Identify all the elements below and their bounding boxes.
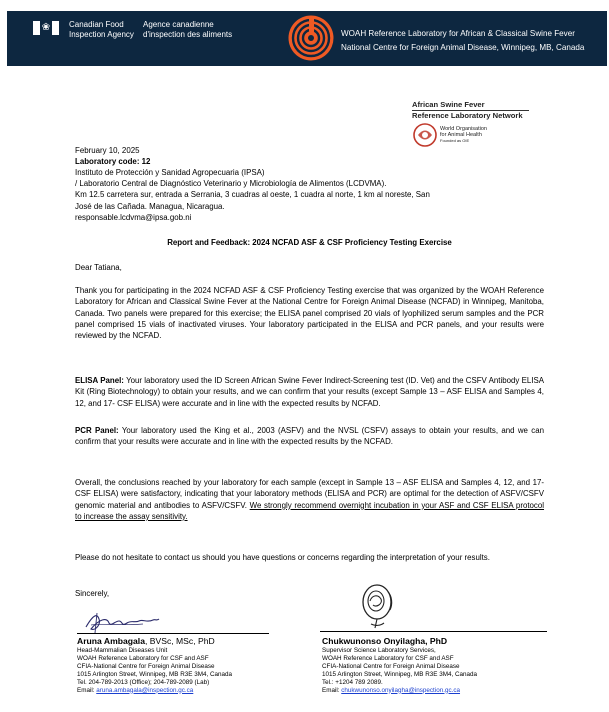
pcr-text: Your laboratory used the King et al., 2003 (ASFV) and the NVSL (CSFV) assays to obtain your results, and we can confirm that your results were accurate and in line with the expected results by the NCFAD. <box>75 426 544 447</box>
recommendation-text: We strongly recommend overnight incubation in your ASF and CSF ELISA protocol to increase the assay sensitivity. <box>75 500 545 521</box>
signatory-line: Tel. 204-789-2013 (Office); 204-789-2089 (Lab) <box>77 678 210 686</box>
cfia-name-en: Canadian Food Inspection Agency <box>69 20 134 39</box>
signatory-ambagala <box>77 636 277 694</box>
salutation: Dear Tatiana, <box>75 263 122 272</box>
signature-ambagala-image <box>83 609 161 635</box>
signatory-line: CFIA-National Centre for Foreign Animal Disease <box>77 662 215 670</box>
email-link[interactable]: chukwunonso.onyilagha@inspection.gc.ca <box>341 686 461 694</box>
elisa-text: Your laboratory used the ID Screen African Swine Fever Indirect-Screening test (ID. Vet) and the CSFV Antibody ELISA Kit (Ring Biotechnology) to obtain your results, and we can confirm that your results (except Sample 13 – ASF ELISA and Samples 4, 12, and 17- CSF ELISA) were accurate and in line with the expected results by NCFAD. <box>75 376 545 408</box>
asf-network-line2: Reference Laboratory Network <box>412 110 529 120</box>
signatory-line: Head-Mammalian Diseases Unit <box>77 647 168 654</box>
signatory-line: Supervisor Science Laboratory Services, <box>322 647 436 654</box>
woah-name: World Organisation for Animal Health <box>440 125 487 138</box>
address-line: José de las Cañada. Managua, Nicaragua. <box>75 201 225 211</box>
letter-date: February 10, 2025 <box>75 146 140 155</box>
subject-line: Report and Feedback: 2024 NCFAD ASF & CSF Proficiency Testing Exercise <box>167 238 452 247</box>
signatory-name: Chukwunonso Onyilagha, PhD <box>322 636 448 646</box>
signatory-line: Tel.: +1204 789 2089. <box>322 678 383 686</box>
elisa-label: ELISA Panel: <box>75 376 124 385</box>
header-woah-line2: National Centre for Foreign Animal Disease, Winnipeg, MB, Canada <box>341 42 585 52</box>
cfia-name-fr: Agence canadienne d'inspection des aliments <box>143 20 233 39</box>
signature-line-left <box>77 633 269 634</box>
lab-code: Laboratory code: 12 <box>75 157 151 166</box>
asf-network-line1: African Swine Fever <box>412 100 485 109</box>
signatory-line: WOAH Reference Laboratory for CSF and ASF <box>77 654 209 662</box>
asf-network-logo <box>412 100 542 148</box>
address-line: Instituto de Protección y Sanidad Agropecuaria (IPSA) <box>75 168 265 177</box>
signatory-line: 1015 Arlington Street, Winnipeg, MB R3E 3M4, Canada <box>77 670 233 678</box>
signatory-line: WOAH Reference Laboratory for CSF and ASF <box>322 654 454 662</box>
email-link[interactable]: aruna.ambagala@inspection.gc.ca <box>96 686 194 694</box>
paragraph-contact: Please do not hesitate to contact us should you have questions or concerns regarding the interpretation of your results. <box>75 553 490 562</box>
closing: Sincerely, <box>75 589 110 598</box>
header-woah-line1: WOAH Reference Laboratory for African & Classical Swine Fever <box>341 29 575 38</box>
recipient-address <box>75 167 544 223</box>
paragraph-elisa <box>75 375 544 409</box>
signatory-onyilagha <box>322 636 552 694</box>
signature-onyilagha-image <box>354 580 400 630</box>
signatory-line: 1015 Arlington Street, Winnipeg, MB R3E 3M4, Canada <box>322 670 478 678</box>
header-woah-text <box>341 27 603 54</box>
woah-founded: Founded as OIE <box>440 138 470 144</box>
paragraph-pcr <box>75 425 544 448</box>
address-email: responsable.lcdvma@ipsa.gob.ni <box>75 212 192 222</box>
canada-flag-icon: ❀ <box>33 21 59 35</box>
address-line: Km 12.5 carretera sur, entrada a Serrania, 3 cuadras al oeste, 1 cuadra al norte, 1 km al noreste, San <box>75 190 430 200</box>
overall-text: Overall, the conclusions reached by your laboratory for each sample (except in Sample 13 – ASF ELISA and Samples 4, 12, and 17- CSF ELISA) were satisfactory, indicating that your laboratory methods (ELISA and PCR) are optimal for the detection of ASFV/CSFV genomic material and antibodies to ASFV/CSFV. <box>75 478 544 510</box>
address-line: / Laboratorio Central de Diagnóstico Veterinario y Microbiología de Alimentos (LCDVMA). <box>75 179 387 189</box>
signatory-email-row: Email: chukwunonso.onyilagha@inspection.gc.ca <box>322 686 461 694</box>
signatory-name: Aruna Ambagala, BVSc, MSc, PhD <box>77 636 215 646</box>
signature-line-right <box>320 631 547 632</box>
signatory-email-row: Email: aruna.ambagala@inspection.gc.ca <box>77 686 194 694</box>
ncfad-swirl-logo-icon <box>287 14 335 62</box>
paragraph-overall <box>75 477 544 522</box>
paragraph-intro: Thank you for participating in the 2024 NCFAD ASF & CSF Proficiency Testing exercise that was organized by the WOAH Reference Laboratory for African and Classical Swine Fever at the National Centre for Foreign Animal Disease (NCFAD) in Winnipeg, Manitoba, Canada. Two panels were prepared for this exercise; the ELISA panel comprised 20 vials of lyophilized serum samples and the PCR panel comprised 15 vials of inactivated viruses. Your laboratory participated in the ELISA and PCR panels, and your results were reviewed by the NCFAD. <box>75 286 544 341</box>
pcr-label: PCR Panel: <box>75 426 119 435</box>
signatory-line: CFIA-National Centre for Foreign Animal Disease <box>322 662 460 670</box>
